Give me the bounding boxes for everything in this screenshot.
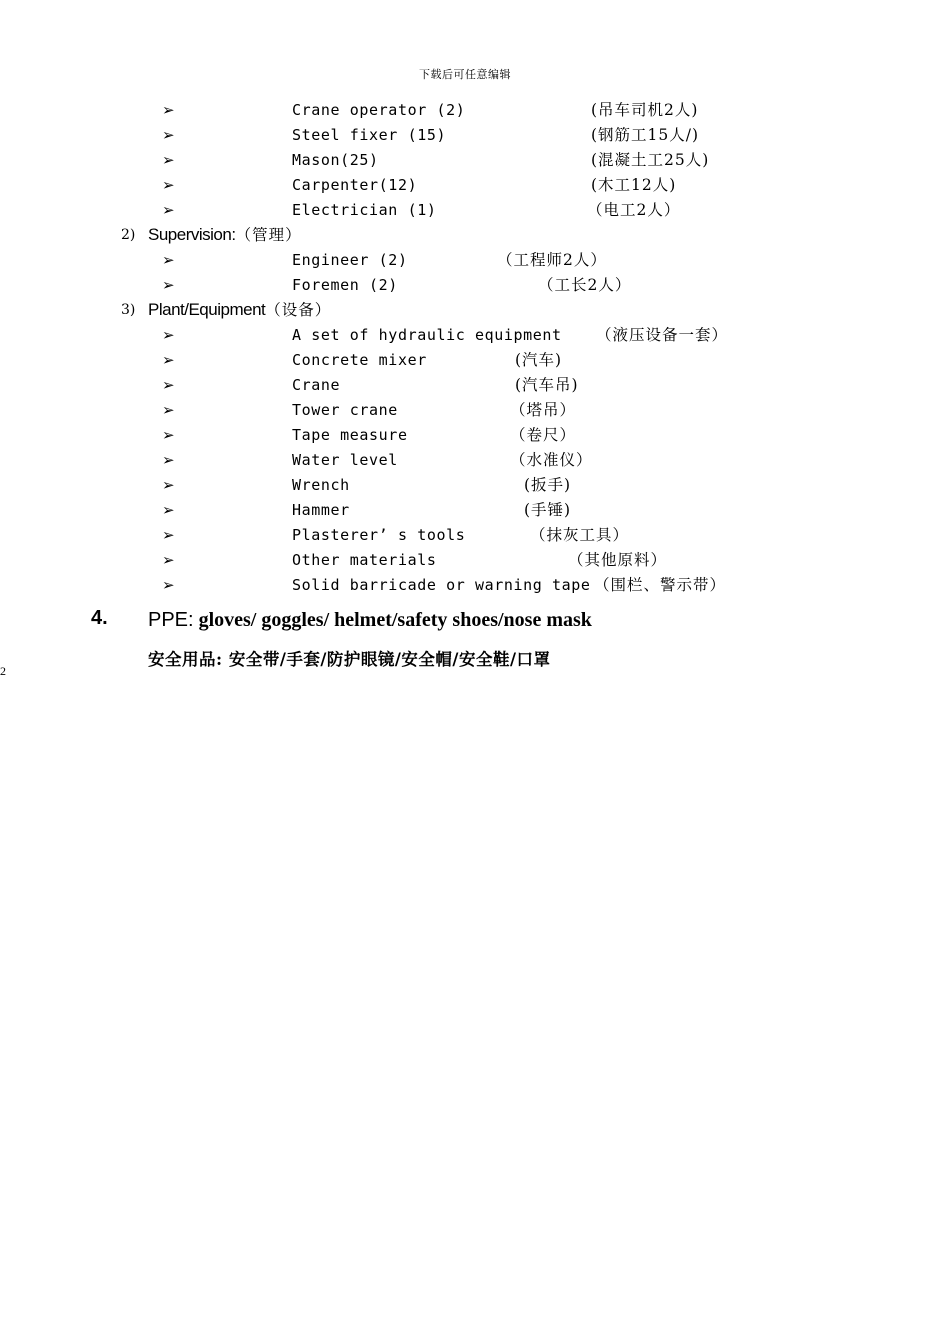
- item-cn: (扳手): [524, 476, 572, 494]
- bullet-icon: ➢: [162, 576, 175, 594]
- item-en: Hammer: [292, 501, 350, 519]
- bullet-icon: ➢: [162, 501, 175, 519]
- item-cn: (吊车司机2人): [591, 101, 699, 119]
- bullet-icon: ➢: [162, 201, 175, 219]
- bullet-icon: ➢: [162, 176, 175, 194]
- section-title-en: Supervision:: [148, 225, 236, 244]
- item-cn: （围栏、警示带）: [594, 576, 727, 594]
- item-cn: （卷尺）: [510, 426, 577, 444]
- bullet-icon: ➢: [162, 151, 175, 169]
- section-number: 2): [121, 227, 136, 243]
- bullet-icon: ➢: [162, 551, 175, 569]
- item-cn: (钢筋工15人/): [591, 126, 700, 144]
- bullet-icon: ➢: [162, 451, 175, 469]
- section-title-cn: （设备）: [265, 301, 332, 319]
- bullet-icon: ➢: [162, 351, 175, 369]
- bullet-icon: ➢: [162, 326, 175, 344]
- item-cn: (汽车): [515, 351, 563, 369]
- item-cn: (木工12人): [591, 176, 677, 194]
- item-en: Crane: [292, 376, 341, 394]
- item-en: Steel fixer (15): [292, 126, 447, 144]
- item-en: Solid barricade or warning tape: [292, 576, 591, 594]
- section-title: [148, 223, 302, 247]
- item-cn: (汽车吊): [515, 376, 579, 394]
- bullet-icon: ➢: [162, 251, 175, 269]
- item-en: Mason(25): [292, 151, 379, 169]
- item-cn: (手锤): [524, 501, 572, 519]
- section-title-cn: （管理）: [235, 226, 302, 244]
- bullet-icon: ➢: [162, 376, 175, 394]
- item-en: Tower crane: [292, 401, 398, 419]
- section-number-4: 4.: [91, 607, 108, 629]
- section-number: 3): [121, 302, 136, 318]
- item-cn: （电工2人）: [587, 201, 681, 219]
- section-title-en: Plant/Equipment: [148, 300, 266, 319]
- item-cn: （塔吊）: [510, 401, 577, 419]
- item-en: Carpenter(12): [292, 176, 418, 194]
- bullet-icon: ➢: [162, 101, 175, 119]
- bullet-icon: ➢: [162, 276, 175, 294]
- item-cn: （水准仪）: [510, 451, 593, 469]
- section-title: [148, 298, 331, 322]
- item-cn: （其他原料）: [568, 551, 668, 569]
- bullet-icon: ➢: [162, 526, 175, 544]
- ppe-list: gloves/ goggles/ helmet/safety shoes/nose mask: [193, 609, 592, 631]
- item-en: Tape measure: [292, 426, 408, 444]
- item-cn: （液压设备一套）: [596, 326, 729, 344]
- bullet-icon: ➢: [162, 126, 175, 144]
- ppe-label: PPE:: [148, 609, 194, 631]
- bullet-icon: ➢: [162, 476, 175, 494]
- item-en: A set of hydraulic equipment: [292, 326, 562, 344]
- item-en: Concrete mixer: [292, 351, 427, 369]
- item-en: Water level: [292, 451, 398, 469]
- item-en: Electrician (1): [292, 201, 437, 219]
- ppe-cn-line: 安全用品: 安全带/手套/防护眼镜/安全帽/安全鞋/口罩: [148, 650, 551, 669]
- bullet-icon: ➢: [162, 401, 175, 419]
- item-cn: （工长2人）: [538, 276, 632, 294]
- section-title-4: [148, 607, 592, 632]
- header-note: 下载后可任意编辑: [419, 68, 511, 81]
- item-en: Plasterer’ s tools: [292, 526, 466, 544]
- item-en: Crane operator (2): [292, 101, 466, 119]
- item-cn: （工程师2人）: [497, 251, 607, 269]
- item-en: Foremen (2): [292, 276, 398, 294]
- item-cn: （抹灰工具）: [530, 526, 630, 544]
- item-en: Other materials: [292, 551, 437, 569]
- item-en: Wrench: [292, 476, 350, 494]
- item-en: Engineer (2): [292, 251, 408, 269]
- page-number: 2: [0, 664, 6, 678]
- bullet-icon: ➢: [162, 426, 175, 444]
- item-cn: (混凝土工25人): [591, 151, 710, 169]
